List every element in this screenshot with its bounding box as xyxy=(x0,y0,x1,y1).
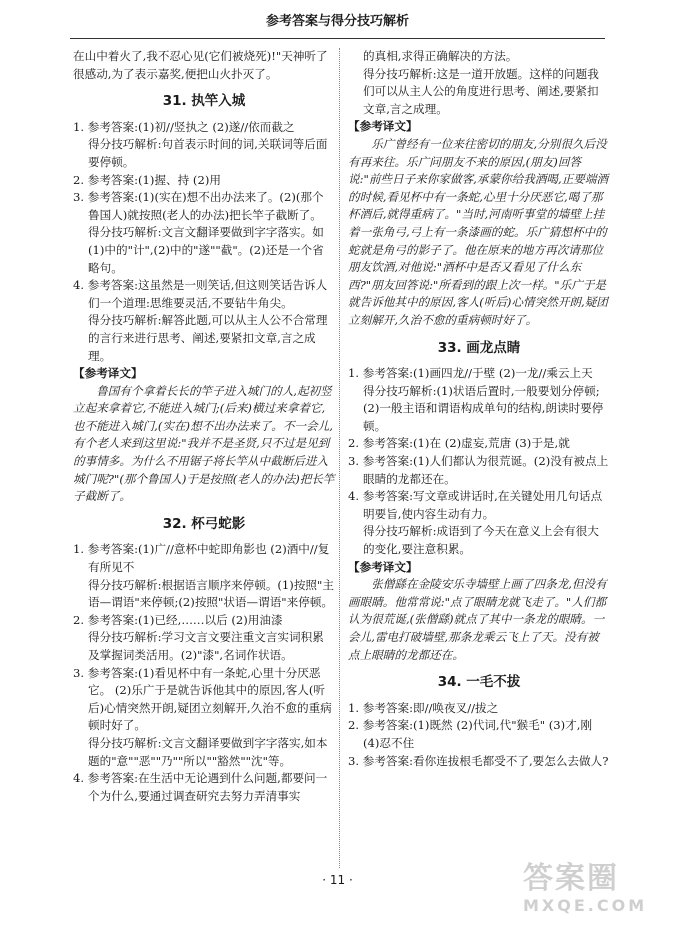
answer-item: 3. 参考答案:看你连拔根毛都受不了,要怎么去做人? xyxy=(348,753,609,768)
answer-item: 1. 参考答案:(1)初//竖执之 (2)遂//依而截之 xyxy=(73,119,295,134)
answer-item: 4. 参考答案:写文章或讲话时,在关键处用几句话点明要旨,使内容生动有力。 xyxy=(348,489,603,521)
answer-analysis: 得分技巧解析:根据语言顺序来停顿。(1)按照"主语—谓语"来停顿;(2)按照"状语—谓语"来停顿。 xyxy=(88,577,334,610)
translation-text: 乐广曾经有一位来往密切的朋友,分别很久后没有再来往。乐广问朋友不来的原因,(朋友)回答说:"前些日子来你家做客,承蒙你给我酒喝,正要端酒的时候,看见杯中有一条蛇,心里十分厌恶它,喝了那杯酒后,就得重病了。"当时,河南听事堂的墙壁上挂着一张角弓,弓上有一条漆画的蛇。乐广猜想杯中的蛇就是角弓的影子了。他在原来的地方再次请那位朋友饮酒,对他说:"酒杯中是否又看见了什么东西?"朋友回答说:"所看到的跟上次一样。"乐广于是就告诉他其中的原因,客人(听后)心情突然开朗,疑团立刻解开,久治不愈的重病顿时好了。 xyxy=(348,136,609,327)
intro-text: 在山中着火了,我不忍心见(它们被烧死)!"天神听了很感动,为了表示嘉奖,便把山火扑灭了。 xyxy=(73,49,328,81)
answer-item: 3. 参考答案:(1)看见杯中有一条蛇,心里十分厌恶它。 (2)乐广于是就告诉他其中的原因,客人(听后)心情突然开朗,疑团立刻解开,久治不愈的重病顿时好了。 xyxy=(73,665,332,733)
answer-item: 1. 参考答案:(1)画四龙//于壁 (2)一龙//乘云上天 xyxy=(348,366,593,381)
answer-item: 1. 参考答案:即//唤夜叉//拔之 xyxy=(348,700,499,715)
translation-label: 【参考译文】 xyxy=(348,559,418,574)
answer-analysis: 得分技巧解析:学习文言文要注重文言实词积累及掌握词类活用。(2)"漆",名词作状语。 xyxy=(88,630,324,662)
watermark-logo xyxy=(523,862,661,920)
section-title-33: 33. 画龙点睛 xyxy=(437,339,521,356)
answer-analysis: 得分技巧解析:这是一道开放题。这样的问题我们可以从主人公的角度进行思考、阐述,要紧扣文章,言之成理。 xyxy=(363,66,599,116)
answer-item: 4. 参考答案:这虽然是一则笑话,但这则笑话告诉人们一个道理:思维要灵活,不要钻牛角尖。 xyxy=(73,278,328,310)
column-divider xyxy=(339,48,340,868)
page-number: · 11 · xyxy=(322,873,353,887)
answer-continuation: 的真相,求得正确解决的方法。 xyxy=(363,49,518,63)
answer-analysis: 得分技巧解析:文言文翻译要做到字字落实。如(1)中的"计",(2)中的"遂""截"。(2)还是一个省略句。 xyxy=(88,225,324,275)
translation-label: 【参考译文】 xyxy=(348,119,418,134)
answer-analysis: 得分技巧解析:成语到了今天在意义上会有很大的变化,要注意积累。 xyxy=(363,524,599,557)
answer-item: 2. 参考答案:(1)既然 (2)代词,代"猴毛" (3)才,刚 (4)忍不住 xyxy=(348,718,593,750)
answer-item: 3. 参考答案:(1)人们都认为很荒诞。(2)没有被点上眼睛的龙都还在。 xyxy=(348,454,609,486)
answer-item: 2. 参考答案:(1)在 (2)虚妄,荒唐 (3)于是,就 xyxy=(348,436,570,451)
answer-item: 1. 参考答案:(1)广//意杯中蛇即角影也 (2)酒中//复有所见不 xyxy=(73,542,330,575)
answer-item: 2. 参考答案:(1)已经,……以后 (2)用油漆 xyxy=(73,612,283,627)
left-column xyxy=(73,48,335,805)
page-header: 参考答案与得分技巧解析 xyxy=(265,14,409,29)
translation-label: 【参考译文】 xyxy=(73,366,143,381)
answer-analysis: 得分技巧解析:(1)状语后置时,一般要划分停顿;(2)一般主语和谓语构成单句的结构,朗读时要停顿。 xyxy=(363,383,604,433)
section-title-32: 32. 杯弓蛇影 xyxy=(162,515,246,532)
watermark-text: 答案圈 xyxy=(523,861,619,896)
answer-analysis: 得分技巧解析:解答此题,可以从主人公不合常理的言行来进行思考、阐述,要紧扣文章,言之成理。 xyxy=(88,313,328,363)
answer-analysis: 得分技巧解析:句首表示时间的词,关联词等后面要停顿。 xyxy=(88,137,328,169)
answer-item: 3. 参考答案:(1)(实在)想不出办法来了。(2)(那个鲁国人)就按照(老人的办法)把长竿子截断了。 xyxy=(73,190,324,222)
section-title-34: 34. 一毛不拔 xyxy=(437,674,521,691)
right-column xyxy=(348,48,610,770)
translation-text: 张僧繇在金陵安乐寺墙壁上画了四条龙,但没有画眼睛。他常常说:"点了眼睛龙就飞走了。"人们都认为很荒诞,(张僧繇)就点了其中一条龙的眼睛。一会儿,雷电打破墙壁,那条龙乘云飞上了天。没有被点上眼睛的龙都还在。 xyxy=(348,577,607,662)
answer-analysis: 得分技巧解析:文言文翻译要做到字字落实,如本题的"意""恶""乃""所以""豁然""沈"等。 xyxy=(88,735,328,768)
header-rule xyxy=(70,38,605,39)
answer-item: 2. 参考答案:(1)握、持 (2)用 xyxy=(73,172,221,187)
section-title-31: 31. 执竿入城 xyxy=(162,93,246,110)
answer-item: 4. 参考答案:在生活中无论遇到什么问题,都要问一个为什么,要通过调查研究去努力弄清事实 xyxy=(73,771,328,803)
watermark-domain: MXQE.COM xyxy=(523,896,648,915)
translation-text: 鲁国有个拿着长长的竿子进入城门的人,起初竖立起来拿着它,不能进入城门;(后来)横过来拿着它,也不能进入城门,(实在)想不出办法来了。不一会儿,有个老人来到这里说:"我并不是圣贤,只不过是见到的事情多。为什么不用锯子将长竿从中截断后进入城门呢?"(那个鲁国人)于是按照(老人的办法)把长竿子截断了。 xyxy=(73,383,335,504)
